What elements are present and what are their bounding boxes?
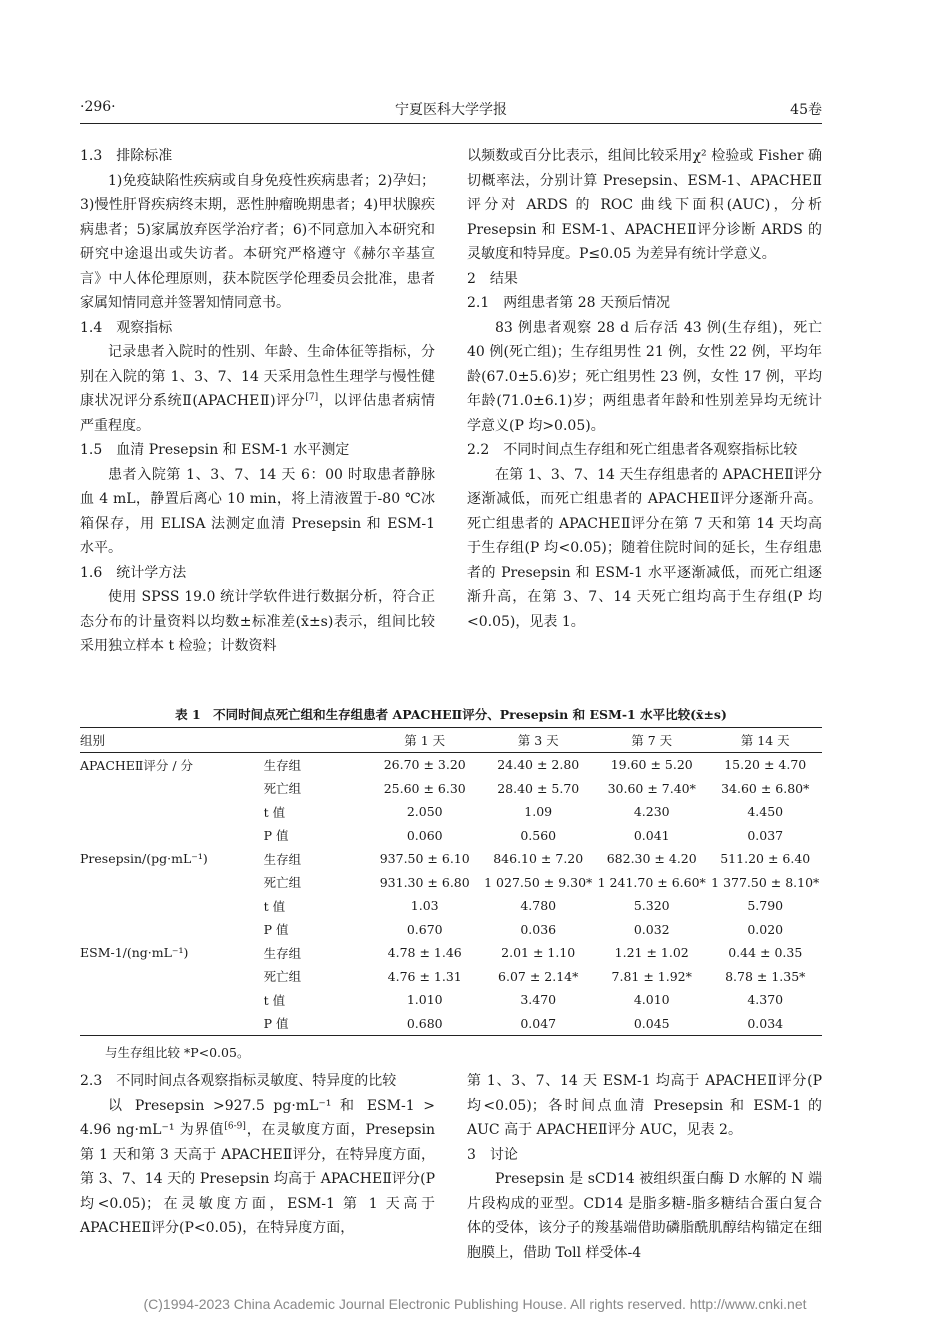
value-cell: 5.320 [633,898,670,914]
value-cell: 4.010 [633,992,670,1008]
value-cell: 4.450 [747,804,784,820]
header-cell: 第 1 天 [368,728,482,753]
section-heading [80,561,435,586]
section-heading [467,438,822,463]
group-cell: P 值 [263,922,289,938]
right-column-bottom [467,1069,822,1265]
paragraph-text: 使用 SPSS 19.0 统计学软件进行数据分析，符合正态分布的计量资料以均数±标准差(x̄±s)表示，组间比较采用独立样本 t 检验；计数资料 [80,589,435,654]
table-caption: 表 1 不同时间点死亡组和生存组患者 APACHEⅡ评分、Presepsin 和 ESM-1 水平比较(x̄±s) [175,707,727,722]
table-row [80,1012,822,1036]
table-note: 与生存组比较 *P<0.05。 [105,1045,250,1060]
table-row [80,753,822,777]
section-heading [80,144,435,169]
header-cell: 第 3 天 [481,728,595,753]
indicator-cell [80,871,260,895]
table-header-row [80,728,822,753]
value-cell: 7.81 ± 1.92* [611,968,692,984]
table-row [80,894,822,918]
value-cell: 937.50 ± 6.10 [379,851,470,867]
value-cell: 26.70 ± 3.20 [383,757,466,773]
value-cell: 4.780 [520,898,557,914]
paragraph-text: 1.5 血清 Presepsin 和 ESM-1 水平测定 [80,442,350,458]
citation-ref: [7] [305,392,319,403]
value-cell: 0.037 [747,827,784,843]
journal-name: 宁夏医科大学学报 [395,102,507,118]
indicator-cell [80,894,260,918]
value-cell: 34.60 ± 6.80* [721,780,810,796]
copyright-footer: (C)1994-2023 China Academic Journal Electronic Publishing House. All rights reserved. http://www.cnki.net [143,1296,807,1312]
value-cell: 25.60 ± 6.30 [383,780,466,796]
header-cell: 组别 [80,728,260,753]
right-column-top [467,144,822,634]
paragraph-text: 2.3 不同时间点各观察指标灵敏度、特异度的比较 [80,1073,397,1089]
paragraph-text: 以 Presepsin >927.5 pg·mL⁻¹ 和 ESM-1 > 4.96 ng·mL⁻¹ 为界值 [80,1097,435,1138]
section-heading [467,1143,822,1168]
paragraph-text: 患者入院第 1、3、7、14 天 6：00 时取患者静脉血 4 mL，静置后离心 10 min，将上清液置于-80 ℃冰箱保存，用 ELISA 法测定血清 Presepsin 和 ESM-1 水平。 [80,466,435,556]
value-cell: 15.20 ± 4.70 [724,757,807,773]
indicator-cell [80,1012,260,1036]
header-cell: 第 7 天 [595,728,709,753]
section-heading [467,291,822,316]
section-heading [80,316,435,341]
body-paragraph [80,585,435,659]
value-cell: 28.40 ± 5.70 [497,780,580,796]
section-heading [467,267,822,292]
group-cell: 死亡组 [263,969,302,985]
value-cell: 6.07 ± 2.14* [498,968,579,984]
running-header [80,99,822,121]
paragraph-text: 记录患者入院时的性别、年龄、生命体征等指标，分别在入院的第 1、3、7、14 天采用急性生理学与慢性健康状况评分系统Ⅱ(APACHEⅡ)评分 [80,344,435,409]
value-cell: 1 241.70 ± 6.60* [597,874,706,890]
section-heading [80,1069,435,1094]
body-paragraph [467,463,822,635]
group-cell: P 值 [263,828,289,844]
value-cell: 0.036 [520,921,557,937]
left-column-top [80,144,435,659]
value-cell: 1.03 [410,898,439,914]
table-row [80,847,822,871]
value-cell: 1.21 ± 1.02 [614,945,689,961]
group-cell: 生存组 [263,945,302,961]
body-paragraph [80,169,435,316]
volume-label: 45卷 [790,102,822,118]
group-cell: 死亡组 [263,781,302,797]
indicator-cell [80,918,260,942]
table-row [80,871,822,895]
value-cell: 2.050 [406,804,443,820]
indicator-cell [80,988,260,1012]
value-cell: 30.60 ± 7.40* [607,780,696,796]
group-cell: 死亡组 [263,875,302,891]
paragraph-text: ，在灵敏度方面，Presepsin 第 1 天和第 3 天高于 APACHEⅡ评分，在特异度方面，第 3、7、14 天的 Presepsin 均高于 APACHEⅡ评分(P 均<0.05)；在灵敏度方面，ESM-1 第 1 天高于 APACHEⅡ评分(P<0.05)，在特异度方面， [80,1122,435,1236]
body-paragraph [80,1094,435,1241]
paragraph-text: 1)免疫缺陷性疾病或自身免疫性疾病患者；2)孕妇；3)慢性肝肾疾病终末期，恶性肿瘤晚期患者；4)甲状腺疾病患者；5)家属放弃医学治疗者；6)不同意加入本研究和研究中途退出或失访者。本研究严格遵守《赫尔辛基宣言》中人体伦理原则，获本院医学伦理委员会批准，患者家属知情同意并签署知情同意书。 [80,172,435,311]
value-cell: 4.76 ± 1.31 [387,968,462,984]
paragraph-text: 83 例患者观察 28 d 后存活 43 例(生存组)，死亡 40 例(死亡组)；生存组男性 21 例，女性 22 例，平均年龄(67.0±5.6)岁；死亡组男性 23 例，女性 17 例，平均年龄(71.0±6.1)岁；两组患者年龄和性别差异均无统计学意义(P 均>0.05)。 [467,319,822,434]
value-cell: 0.047 [481,1012,595,1036]
citation-ref: [6-9] [224,1121,246,1132]
paragraph-text: 以频数或百分比表示，组间比较采用χ² 检验或 Fisher 确切概率法，分别计算 Presepsin、ESM-1、APACHEⅡ评分对 ARDS 的 ROC 曲线下面积(AUC)，分析 Presepsin 和 ESM-1、APACHEⅡ评分诊断 ARDS 的灵敏度和特异度。P≤0.05 为差异有统计学意义。 [467,148,822,262]
body-paragraph [467,316,822,439]
value-cell: 931.30 ± 6.80 [379,874,470,890]
body-paragraph [80,463,435,561]
paragraph-text: 2.1 两组患者第 28 天预后情况 [467,295,670,311]
value-cell: 3.470 [520,992,557,1008]
header-cell [260,728,368,753]
value-cell: 19.60 ± 5.20 [610,757,693,773]
paragraph-text: 1.6 统计学方法 [80,564,187,581]
value-cell: 0.44 ± 0.35 [728,945,803,961]
value-cell: 1 377.50 ± 8.10* [711,874,820,890]
value-cell: 5.790 [747,898,784,914]
group-cell: t 值 [263,992,286,1008]
value-cell: 0.670 [406,921,443,937]
paragraph-text: 第 1、3、7、14 天 ESM-1 均高于 APACHEⅡ评分(P 均<0.05)；各时间点血清 Presepsin 和 ESM-1 的 AUC 高于 APACHEⅡ评分 AUC，见表 2。 [467,1073,822,1138]
table-row [80,777,822,801]
paragraph-text: 1.3 排除标准 [80,148,173,164]
value-cell: 8.78 ± 1.35* [725,968,806,984]
header-cell: 第 14 天 [708,728,822,753]
table-row [80,824,822,848]
table-row [80,988,822,1012]
group-cell: P 值 [260,1012,368,1036]
group-cell: 生存组 [263,757,302,773]
indicator-cell [80,777,260,801]
paragraph-text: Presepsin 是 sCD14 被组织蛋白酶 D 水解的 N 端片段构成的亚型。CD14 是脂多糖-脂多糖结合蛋白复合体的受体，该分子的羧基端借助磷脂酰肌醇结构锚定在细胞膜上，借助 Toll 样受体-4 [467,1171,822,1261]
indicator-cell [80,800,260,824]
indicator-cell: ESM-1/(ng·mL⁻¹) [80,945,189,961]
body-paragraph [467,1069,822,1143]
value-cell: 1.09 [524,804,553,820]
body-paragraph [467,1167,822,1265]
value-cell: 24.40 ± 2.80 [497,757,580,773]
paragraph-text: 2.2 不同时间点生存组和死亡组患者各观察指标比较 [467,442,798,458]
left-column-bottom [80,1069,435,1241]
value-cell: 0.560 [520,827,557,843]
value-cell: 4.230 [633,804,670,820]
page-number: ·296· [80,99,116,115]
value-cell: 1.010 [406,992,443,1008]
header-rule [80,123,822,124]
indicator-cell [80,824,260,848]
section-heading [80,438,435,463]
value-cell: 2.01 ± 1.10 [501,945,576,961]
value-cell: 0.034 [708,1012,822,1036]
value-cell: 0.045 [595,1012,709,1036]
table-row [80,941,822,965]
value-cell: 0.020 [747,921,784,937]
group-cell: t 值 [263,898,286,914]
table-row [80,918,822,942]
body-paragraph [80,340,435,438]
group-cell: t 值 [263,804,286,820]
value-cell: 0.041 [633,827,670,843]
value-cell: 846.10 ± 7.20 [493,851,584,867]
results-table [80,727,822,1036]
value-cell: 0.060 [406,827,443,843]
value-cell: 4.370 [747,992,784,1008]
paragraph-text: 3 讨论 [467,1146,518,1163]
paragraph-text: 在第 1、3、7、14 天生存组患者的 APACHEⅡ评分逐渐减低，而死亡组患者的 APACHEⅡ评分逐渐升高。死亡组患者的 APACHEⅡ评分在第 7 天和第 14 天均高于生存组(P 均<0.05)；随着住院时间的延长，生存组患者的 Presepsin 和 ESM-1 水平逐渐减低，而死亡组逐渐升高，在第 3、7、14 天死亡组均高于生存组(P 均<0.05)，见表 1。 [467,466,822,630]
table-row [80,965,822,989]
value-cell: 511.20 ± 6.40 [720,851,811,867]
value-cell: 1 027.50 ± 9.30* [484,874,593,890]
paragraph-text: ，以评估患者病情严重程度。 [80,393,435,434]
body-paragraph [467,144,822,267]
group-cell: 生存组 [263,851,302,867]
value-cell: 4.78 ± 1.46 [387,945,462,961]
value-cell: 0.680 [368,1012,482,1036]
value-cell: 682.30 ± 4.20 [606,851,697,867]
indicator-cell [80,965,260,989]
table-row [80,800,822,824]
indicator-cell: Presepsin/(pg·mL⁻¹) [80,851,208,867]
paragraph-text: 2 结果 [467,270,518,287]
paragraph-text: 1.4 观察指标 [80,319,173,336]
indicator-cell: APACHEⅡ评分 / 分 [80,757,194,773]
value-cell: 0.032 [633,921,670,937]
